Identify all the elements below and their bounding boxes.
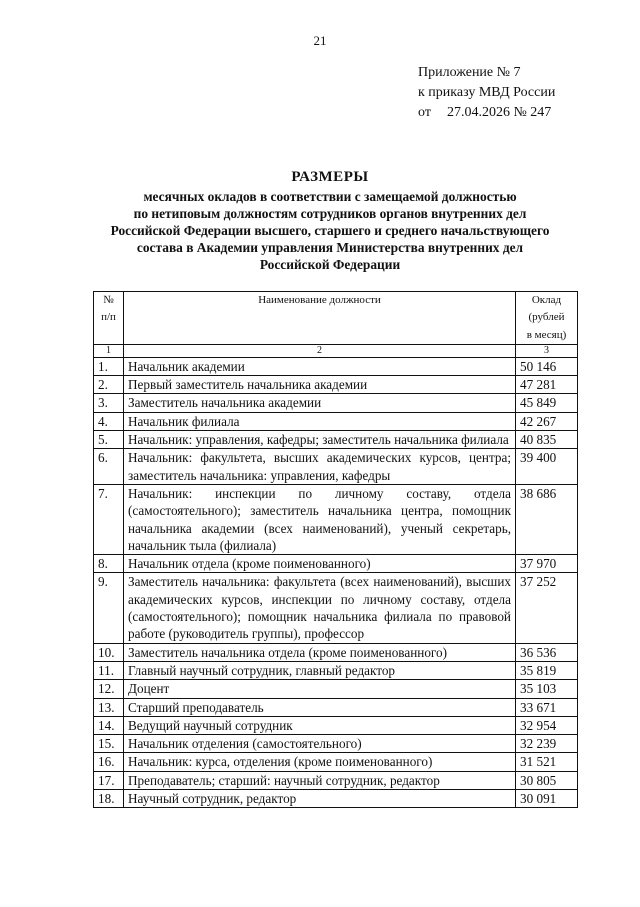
row-number: 8. [94, 555, 124, 573]
row-number: 15. [94, 735, 124, 753]
table-body [94, 344, 578, 807]
row-salary: 31 521 [516, 753, 578, 771]
header-number-line-2: п/п [101, 311, 116, 324]
page-number: 21 [313, 33, 327, 48]
row-salary: 37 970 [516, 555, 578, 573]
table-row [94, 449, 578, 485]
row-salary: 32 239 [516, 735, 578, 753]
row-salary: 35 103 [516, 680, 578, 698]
column-index: 3 [516, 344, 578, 357]
row-position-name: Преподаватель; старший: научный сотрудник, редактор [124, 771, 516, 789]
row-number: 5. [94, 431, 124, 449]
appendix-date-value: 27.04.2026 № 247 [446, 105, 552, 120]
row-salary: 42 267 [516, 412, 578, 430]
row-position-name: Научный сотрудник, редактор [124, 790, 516, 808]
appendix-block [418, 63, 555, 123]
table-row [94, 555, 578, 573]
row-salary: 45 849 [516, 394, 578, 412]
appendix-date-prefix: от [418, 105, 431, 120]
salary-table [93, 291, 578, 808]
table-row [94, 698, 578, 716]
row-position-name: Начальник отделения (самостоятельного) [124, 735, 516, 753]
table-row [94, 357, 578, 375]
row-number: 6. [94, 449, 124, 485]
row-number: 3. [94, 394, 124, 412]
row-salary: 40 835 [516, 431, 578, 449]
table-row [94, 431, 578, 449]
title-main: РАЗМЕРЫ [291, 169, 369, 185]
row-position-name: Начальник: факультета, высших академических курсов, центра; заместитель начальника: управления, кафедры [124, 449, 516, 485]
document-title [70, 166, 590, 273]
row-salary: 35 819 [516, 661, 578, 679]
header-salary-line-2: (рублей [528, 311, 565, 324]
row-number: 13. [94, 698, 124, 716]
table-row [94, 753, 578, 771]
column-index-row [94, 344, 578, 357]
header-position-name: Наименование должности [124, 292, 516, 345]
row-number: 2. [94, 376, 124, 394]
column-index: 1 [94, 344, 124, 357]
row-number: 9. [94, 573, 124, 643]
row-number: 14. [94, 716, 124, 734]
row-salary: 32 954 [516, 716, 578, 734]
table-row [94, 394, 578, 412]
appendix-date-line [418, 103, 555, 123]
table-row [94, 484, 578, 554]
row-position-name: Доцент [124, 680, 516, 698]
table-row [94, 573, 578, 643]
row-position-name: Начальник: курса, отделения (кроме поименованного) [124, 753, 516, 771]
row-salary: 37 252 [516, 573, 578, 643]
table-row [94, 790, 578, 808]
row-number: 12. [94, 680, 124, 698]
row-salary: 33 671 [516, 698, 578, 716]
row-number: 16. [94, 753, 124, 771]
title-line-3: Российской Федерации высшего, старшего и среднего начальствующего [110, 223, 550, 238]
row-salary: 50 146 [516, 357, 578, 375]
appendix-line-1: Приложение № 7 [418, 65, 521, 80]
row-position-name: Заместитель начальника: факультета (всех наименований), высших академических курсов, инспекции по личному составу, отдела (самостоятельного); помощник начальника филиала по правовой работе (руководитель группы), профессор [124, 573, 516, 643]
table-header-row [94, 292, 578, 345]
table-row [94, 661, 578, 679]
title-line-5: Российской Федерации [259, 257, 401, 272]
appendix-line-2: к приказу МВД России [418, 85, 556, 100]
row-position-name: Заместитель начальника отдела (кроме поименованного) [124, 643, 516, 661]
row-position-name: Главный научный сотрудник, главный редактор [124, 661, 516, 679]
row-number: 1. [94, 357, 124, 375]
header-salary-line-1: Оклад [531, 294, 562, 306]
column-index: 2 [124, 344, 516, 357]
title-line-4: состава в Академии управления Министерства внутренних дел [136, 240, 524, 255]
row-salary: 30 091 [516, 790, 578, 808]
row-salary: 47 281 [516, 376, 578, 394]
header-number-line-1: № [103, 294, 114, 306]
row-number: 17. [94, 771, 124, 789]
row-position-name: Старший преподаватель [124, 698, 516, 716]
table-row [94, 643, 578, 661]
header-number [94, 292, 124, 345]
row-position-name: Начальник отдела (кроме поименованного) [124, 555, 516, 573]
row-salary: 36 536 [516, 643, 578, 661]
row-salary: 30 805 [516, 771, 578, 789]
header-salary-line-3: в месяц) [526, 328, 567, 341]
row-salary: 38 686 [516, 484, 578, 554]
row-number: 18. [94, 790, 124, 808]
title-line-2: по нетиповым должностям сотрудников органов внутренних дел [133, 206, 527, 221]
row-number: 4. [94, 412, 124, 430]
table-row [94, 680, 578, 698]
row-position-name: Первый заместитель начальника академии [124, 376, 516, 394]
row-position-name: Начальник: управления, кафедры; заместитель начальника филиала [124, 431, 516, 449]
row-position-name: Начальник филиала [124, 412, 516, 430]
table-row [94, 771, 578, 789]
row-position-name: Начальник: инспекции по личному составу, отдела (самостоятельного); заместитель начальника центра, помощник начальника академии (всех наименований), ученый секретарь, начальник тыла (филиала) [124, 484, 516, 554]
row-position-name: Ведущий научный сотрудник [124, 716, 516, 734]
row-number: 7. [94, 484, 124, 554]
table-row [94, 716, 578, 734]
row-position-name: Начальник академии [124, 357, 516, 375]
row-number: 11. [94, 661, 124, 679]
table-row [94, 376, 578, 394]
row-position-name: Заместитель начальника академии [124, 394, 516, 412]
title-line-1: месячных окладов в соответствии с замещаемой должностью [143, 189, 517, 204]
table-row [94, 735, 578, 753]
header-salary [516, 292, 578, 345]
row-salary: 39 400 [516, 449, 578, 485]
table-row [94, 412, 578, 430]
row-number: 10. [94, 643, 124, 661]
